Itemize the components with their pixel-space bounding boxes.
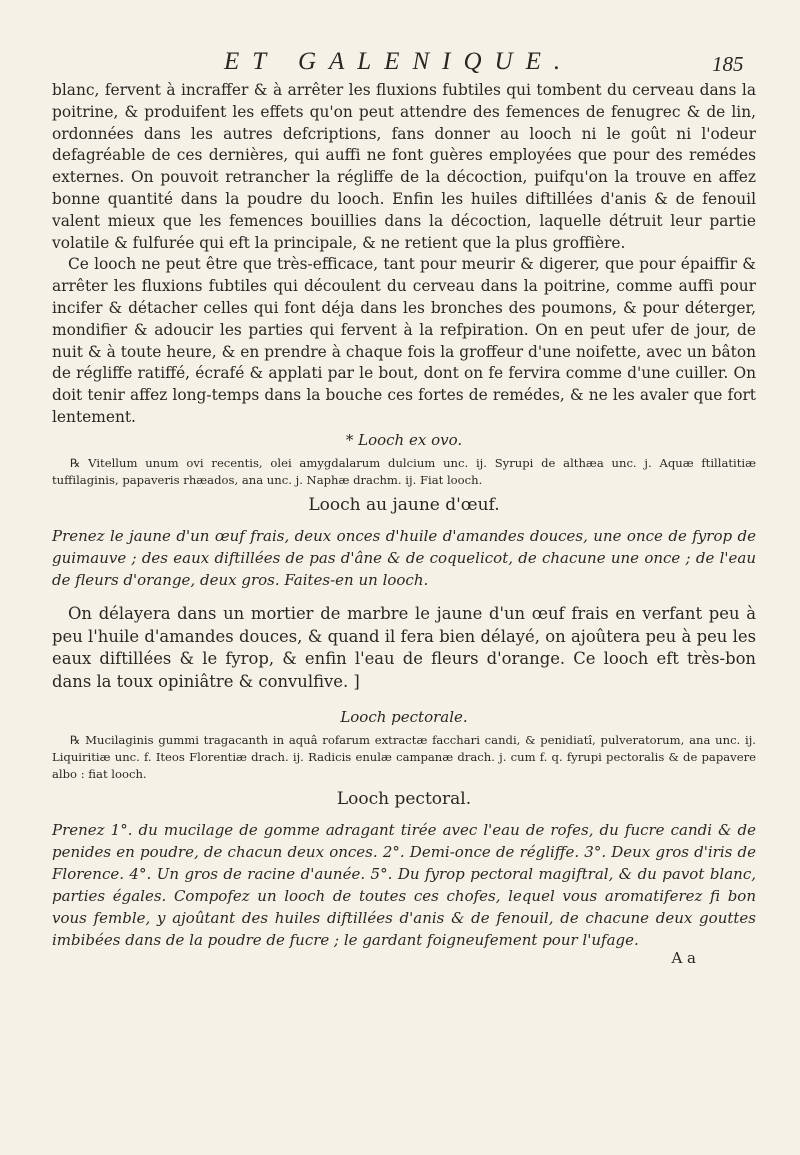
running-title: ET GALENIQUE. [224,48,574,75]
page-number: 185 [712,52,744,76]
catchword: A a [671,948,696,967]
recipe-1-paragraph: On délayera dans un mortier de marbre le jaune d'un œuf frais en verfant peu à peu l'huile d'amandes douces, & quand il fera bien délayé, on ajoûtera peu à peu les eaux diftillées & le fyrop, & enfin l'eau de fleurs d'orange. Ce looch eft très-bon dans la toux opiniâtre & convulfive. ] [52,603,756,692]
body-text [52,80,756,967]
recipe-2-title: Looch pectorale. [340,707,468,726]
recipe-2-french-title: Looch pectoral. [336,788,472,809]
recipe-1-latin: ℞ Vitellum unum ovi recentis, olei amygdalarum dulcium unc. ij. Syrupi de althæa unc. j. Aquæ ftillatitiæ tuffilaginis, papaveris rhæados, ana unc. j. Naphæ drachm. ij. Fiat looch. [52,455,756,487]
paragraph-1: blanc, fervent à incraffer & à arrêter les fluxions fubtiles qui tombent du cerveau dans la poitrine, & produifent les effets qu'on peut attendre des femences de fenugrec & de lin, ordonnées dans les autres defcriptions, fans donner au looch ni le goût ni l'odeur defagréable de ces dernières, qui auffi ne font guères employées que pour des remédes externes. On pouvoit retrancher la régliffe de la décoction, puifqu'on la trouve en affez bonne quantité dans la poudre du looch. Enfin les huiles diftillées d'anis & de fenouil valent mieux que les femences bouillies dans la décoction, laquelle détruit leur partie volatile & fulfurée qui eft la principale, & ne retient que la plus groffière. [52,81,756,252]
recipe-2-latin: ℞ Mucilaginis gummi tragacanth in aquâ rofarum extractæ facchari candi, & penidiatî, pulveratorum, ana unc. ij. Liquiritiæ unc. f. Iteos Florentiæ drach. ij. Radicis enulæ campanæ drach. j. cum f. q. fyrupi pectoralis & de papavere albo : fiat looch. [52,732,756,781]
recipe-1-french-title: Looch au jaune d'œuf. [308,494,500,515]
recipe-1-title: * Looch ex ovo. [345,430,463,449]
recipe-2-instructions: Prenez 1°. du mucilage de gomme adragant tirée avec l'eau de rofes, du fucre candi & de penides en poudre, de chacun deux onces. 2°. Demi-once de régliffe. 3°. Deux gros d'iris de Florence. 4°. Un gros de racine d'aunée. 5°. Du fyrop pectoral magiftral, & du pavot blanc, parties égales. Compofez un looch de toutes ces chofes, lequel vous aromatiferez fi bon vous femble, y ajoûtant des huiles diftillées d'anis & de fenouil, de chacune deux gouttes imbibées dans de la poudre de fucre ; le gardant foigneufement pour l'ufage. [52,820,756,949]
paragraph-2: Ce looch ne peut être que très-efficace, tant pour meurir & digerer, que pour épaiffir & arrêter les fluxions fubtiles qui découlent du cerveau dans la poitrine, comme auffi pour incifer & détacher celles qui font déja dans les bronches des poumons, & pour déterger, mondifier & adoucir les parties qui fervent à la refpiration. On en peut ufer de jour, de nuit & à toute heure, & en prendre à chaque fois la groffeur d'une noifette, avec un bâton de régliffe ratiffé, écrafé & applati par le bout, dont on fe fervira comme d'une cuiller. On doit tenir affez long-temps dans la bouche ces fortes de remédes, & ne les avaler que fort lentement. [52,255,756,426]
recipe-1-instructions: Prenez le jaune d'un œuf frais, deux onces d'huile d'amandes douces, une once de fyrop de guimauve ; des eaux diftillées de pas d'âne & de coquelicot, de chacune une once ; de l'eau de fleurs d'orange, deux gros. Faites-en un looch. [52,526,756,589]
